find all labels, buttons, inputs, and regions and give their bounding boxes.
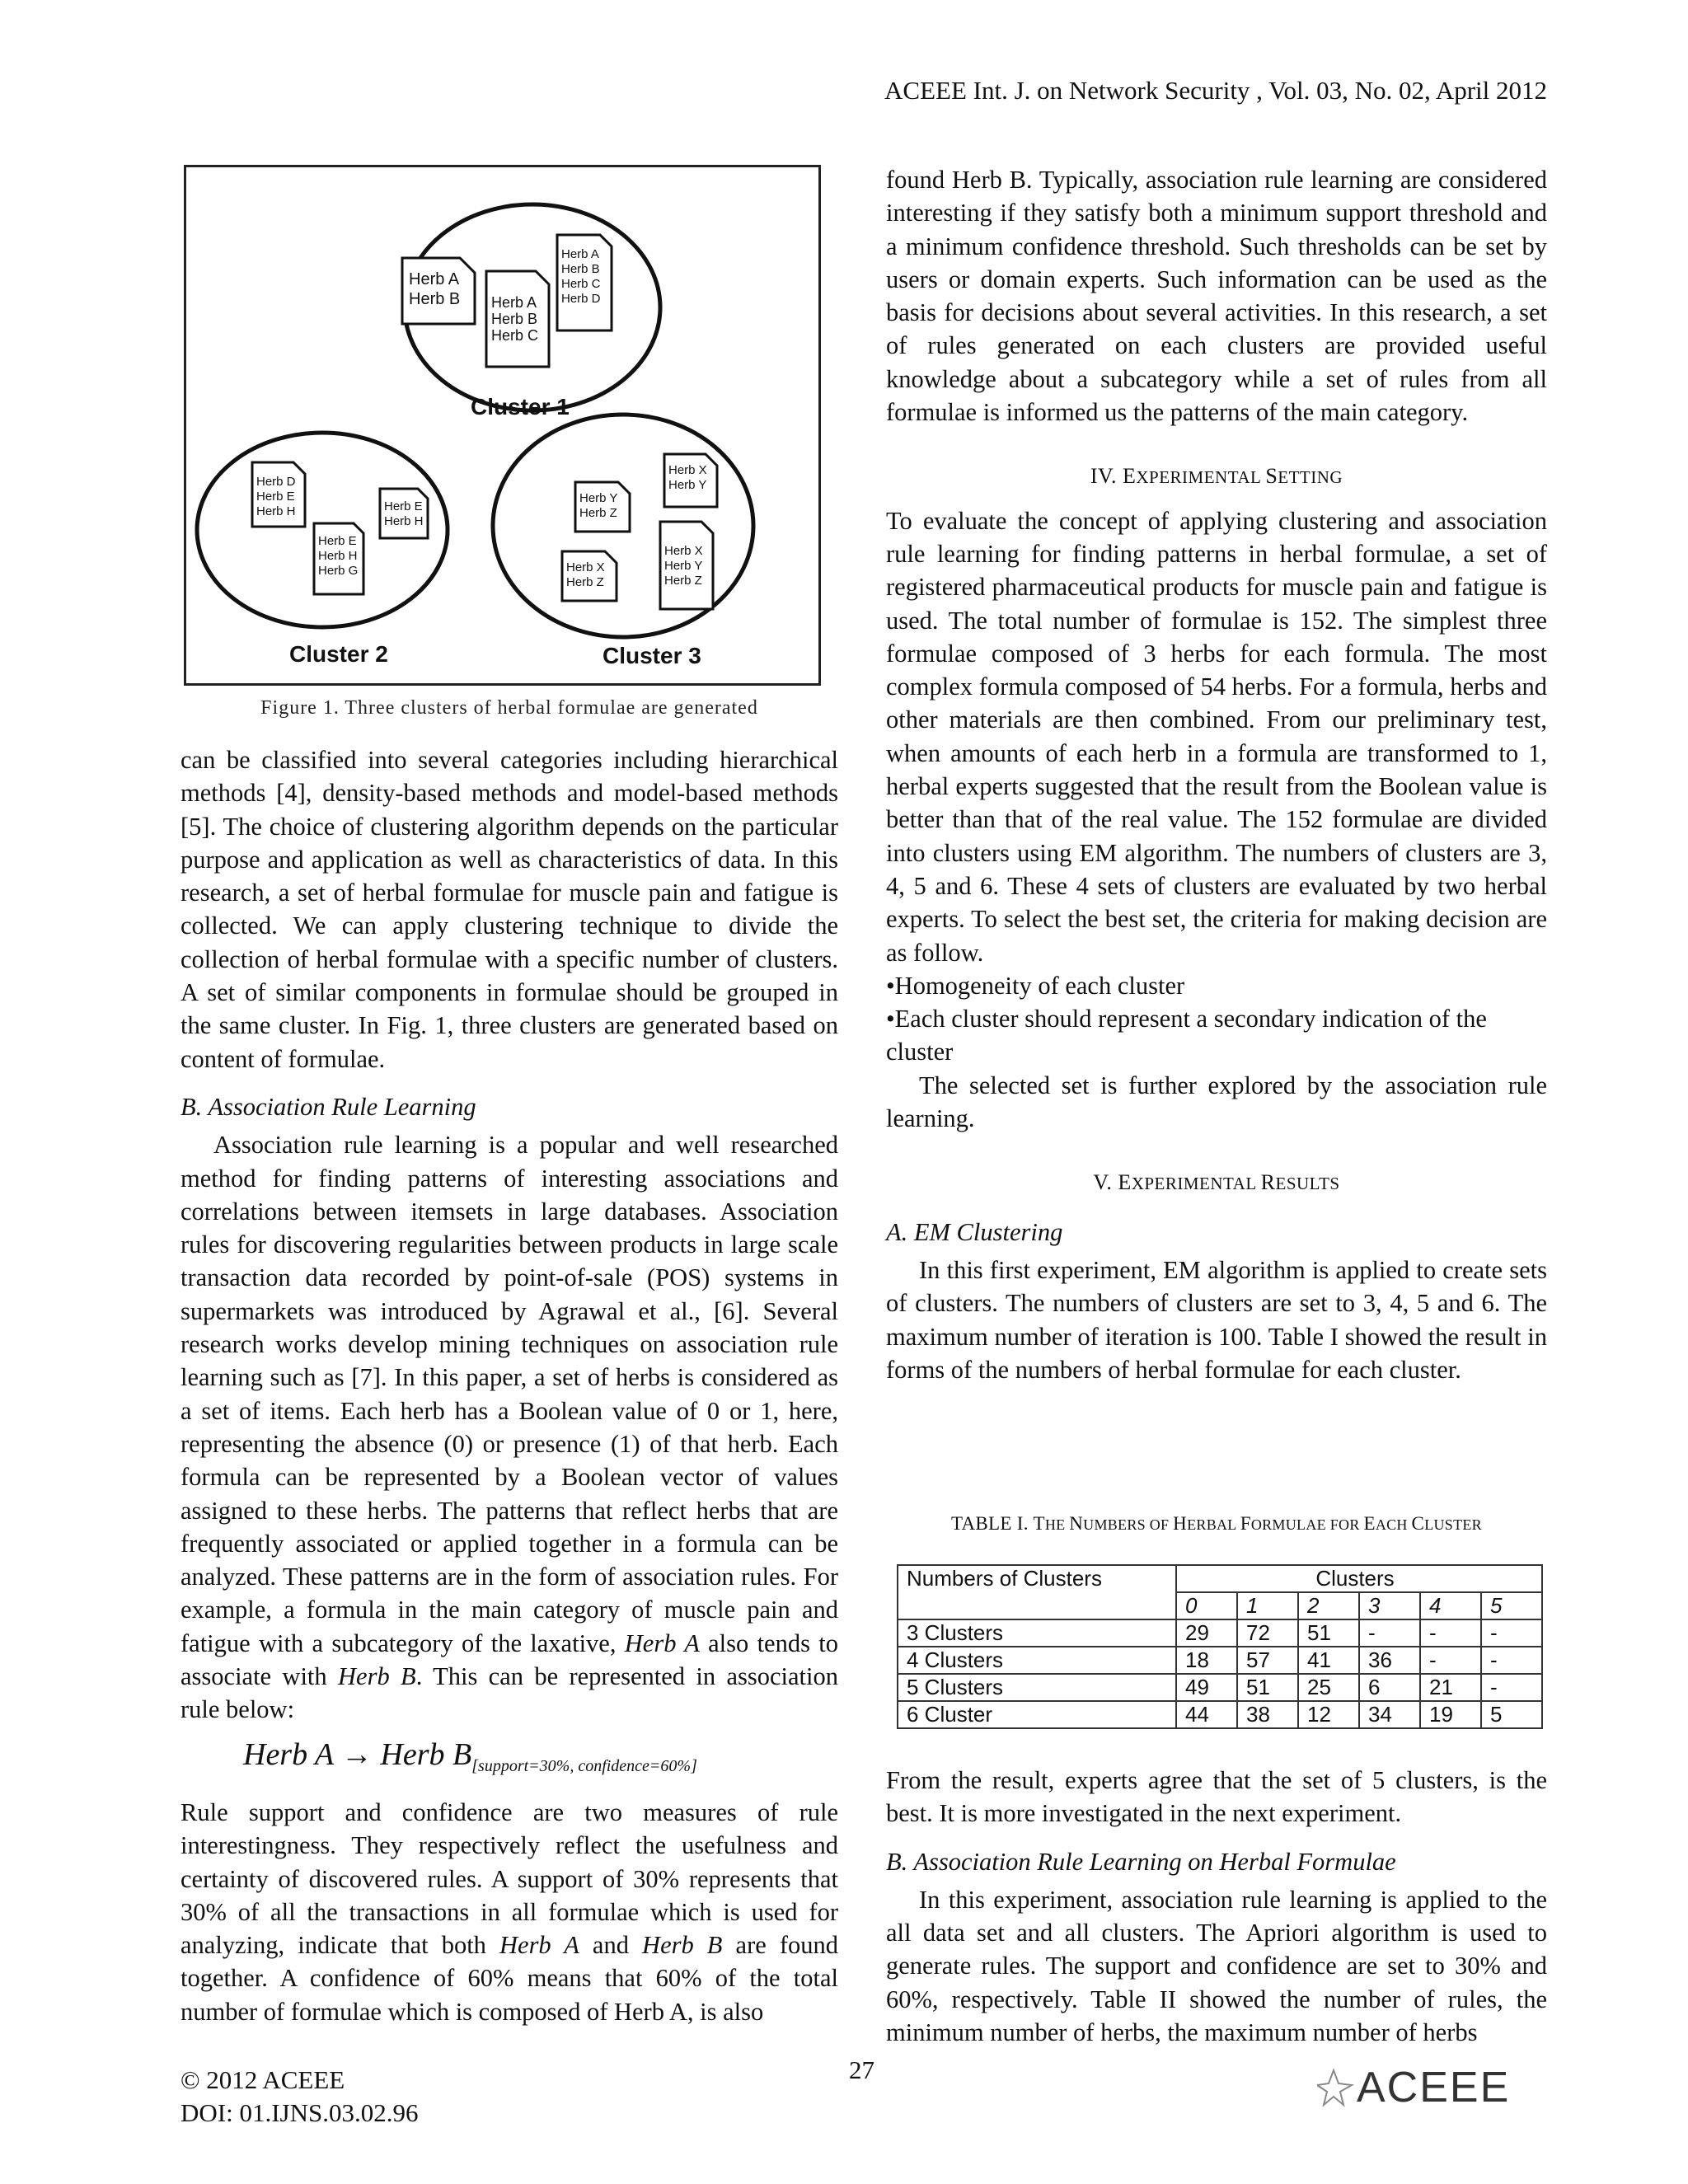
cluster-id: 5 [1481, 1592, 1542, 1619]
footer-left [181, 2064, 418, 2130]
table-row [898, 1619, 1542, 1647]
doc-line: Herb Y [664, 559, 703, 573]
cluster-id: 1 [1237, 1592, 1298, 1619]
table-caption: TABLE I. THE NUMBERS OF HERBAL FORMULAE FOR EACH CLUSTER [951, 1513, 1482, 1534]
doc-line: Herb H [384, 514, 424, 528]
cell: 6 [1359, 1674, 1420, 1701]
cell: 25 [1298, 1674, 1359, 1701]
doc-icon [562, 551, 617, 601]
doc-icon [660, 522, 713, 609]
doc-line: Herb Z [566, 575, 604, 589]
doc-line: Herb H [256, 504, 296, 518]
doc-line: Herb A [491, 294, 537, 311]
row-label: 6 Cluster [898, 1701, 1176, 1728]
paragraph: found Herb B. Typically, association rule learning are considered interesting if they satisfy both a minimum support threshold and a minimum confidence threshold. Such thresholds can be set by users or domain experts. Such information can be used as the basis for decisions about several activities. In this research, a set of rules generated on each clusters are provided useful knowledge about a subcategory while a set of rules from all formulae is informed us the patterns of the main category. [886, 166, 1547, 427]
doc-line: Herb B [561, 262, 600, 276]
cell: 44 [1176, 1701, 1237, 1728]
paragraph: In this experiment, association rule learning is applied to the all data set and all clusters. The Apriori algorithm is used to generate rules. The support and confidence are set to 30% and 60%, respectively. Table II showed the number of rules, the minimum number of herbs, the maximum number of herbs [886, 1885, 1547, 2047]
doc-icon [557, 235, 612, 330]
doc-icon [402, 258, 475, 324]
doc-icon [380, 489, 428, 538]
cell: 12 [1298, 1701, 1359, 1728]
cell: - [1359, 1619, 1420, 1647]
cell: 57 [1237, 1647, 1298, 1674]
cell: - [1481, 1674, 1542, 1701]
paragraph: From the result, experts agree that the set of 5 clusters, is the best. It is more investigated in the next experiment. [886, 1766, 1547, 1828]
cell: 51 [1237, 1674, 1298, 1701]
doc-line: Herb X [566, 560, 605, 574]
cluster-2-label: Cluster 2 [289, 641, 388, 667]
cell: 41 [1298, 1647, 1359, 1674]
association-rule-formula: Herb A → Herb $B_{[support=30\%, confidence=60\%]}$ [243, 1736, 697, 1775]
table-header-row [898, 1565, 1542, 1592]
doc-line: Herb G [318, 564, 359, 578]
doc-line: Herb A [409, 270, 460, 288]
doc-line: Herb C [491, 327, 539, 344]
doc-line: Herb E [384, 499, 423, 513]
section-heading-iv: IV. EXPERIMENTAL SETTING [1090, 464, 1343, 489]
right-column-continued [886, 1764, 1547, 2049]
doc-line: Herb Y [668, 478, 707, 492]
cell: 29 [1176, 1619, 1237, 1647]
doc-line: Herb E [318, 534, 357, 548]
cluster-3-label: Cluster 3 [603, 643, 701, 668]
subsection-heading: B. Association Rule Learning on Herbal Formulae [886, 1847, 1396, 1876]
cell: 21 [1420, 1674, 1481, 1701]
row-label: 5 Clusters [898, 1674, 1176, 1701]
cell: - [1420, 1647, 1481, 1674]
cluster-id: 4 [1420, 1592, 1481, 1619]
section-heading-v: V. EXPERIMENTAL RESULTS [1093, 1170, 1340, 1195]
doc-icon [314, 523, 363, 594]
svg-text:ACEEE: ACEEE [1357, 2064, 1511, 2108]
row-label: 4 Clusters [898, 1647, 1176, 1674]
aceee-logo [1317, 2064, 1550, 2108]
doc-line: Herb D [561, 292, 601, 306]
cell: 36 [1359, 1647, 1420, 1674]
paragraph: To evaluate the concept of applying clustering and association rule learning for finding patterns in herbal formulae, a set of registered pharmaceutical products for muscle pain and fatigue is used. The total number of formulae is 152. The simplest three formulae composed of 3 herbs for each formula. The most complex formula composed of 54 herbs. For a formula, herbs and other materials are then combined. From our preliminary test, when amounts of each herb in a formula are transformed to 1, herbal experts suggested that the result from the Boolean value is better than that of the real value. The 152 formulae are divided into clusters using EM algorithm. The numbers of clusters are 3, 4, 5 and 6. These 4 sets of clusters are evaluated by two herbal experts. To select the best set, the criteria for making decision are as follow. [886, 506, 1547, 967]
cell: 18 [1176, 1647, 1237, 1674]
cell: 49 [1176, 1674, 1237, 1701]
page-number: 27 [849, 2055, 874, 2084]
doc-line: Herb H [318, 549, 358, 563]
doc-line: Herb X [668, 463, 707, 477]
figure-caption: Figure 1. Three clusters of herbal formulae are generated [260, 697, 758, 719]
cell: 19 [1420, 1701, 1481, 1728]
doc-line: Herb B [409, 290, 461, 308]
cell: 34 [1359, 1701, 1420, 1728]
doc-line: Herb Z [579, 506, 617, 520]
cluster-id: 3 [1359, 1592, 1420, 1619]
doc-line: Herb D [256, 475, 296, 489]
doc-line: Herb E [256, 490, 295, 504]
cluster-id: 0 [1176, 1592, 1237, 1619]
doc-icon [252, 462, 305, 527]
table-1 [897, 1564, 1543, 1729]
group-header: Clusters [1176, 1565, 1542, 1592]
cell: 72 [1237, 1619, 1298, 1647]
right-column [886, 163, 1547, 1386]
doc-icon [664, 454, 717, 507]
doc-line: Herb A [561, 247, 599, 261]
cluster-1-label: Cluster 1 [471, 394, 570, 419]
doc-line: Herb Z [664, 574, 702, 588]
cell: - [1481, 1647, 1542, 1674]
cell: 5 [1481, 1701, 1542, 1728]
paragraph: can be classified into several categories including hierarchical methods [4], density-based methods and model-based methods [5]. The choice of clustering algorithm depends on the particular purpose and application as well as characteristics of data. In this research, a set of herbal formulae for muscle pain and fatigue is collected. We can apply clustering technique to divide the collection of herbal formulae with a specific number of clusters. A set of similar components in formulae should be grouped in the same cluster. In Fig. 1, three clusters are generated based on content of formulae. [181, 746, 838, 1073]
cell: - [1481, 1619, 1542, 1647]
star-icon [1317, 2070, 1352, 2105]
table-row [898, 1647, 1542, 1674]
row-label: 3 Clusters [898, 1619, 1176, 1647]
subsection-heading: A. EM Clustering [886, 1217, 1063, 1246]
cell: 51 [1298, 1619, 1359, 1647]
cell: - [1420, 1619, 1481, 1647]
herb-a-term: Herb A [624, 1629, 700, 1657]
left-column [181, 743, 838, 2028]
table-row [898, 1701, 1542, 1728]
figure-1 [184, 165, 821, 686]
bullet-item: •Each cluster should represent a secondary indication of the cluster [886, 1005, 1487, 1066]
col-header: Numbers of Clusters [898, 1565, 1176, 1619]
subsection-heading: B. Association Rule Learning [181, 1092, 476, 1121]
paragraph: In this first experiment, EM algorithm is applied to create sets of clusters. The numbers of clusters are set to 3, 4, 5 and 6. The maximum number of iteration is 100. Table I showed the result in forms of the numbers of herbal formulae for each cluster. [886, 1255, 1547, 1384]
doc-icon [486, 271, 549, 367]
paragraph: Association rule learning is a popular and well researched method for finding patterns of interesting associations and correlations between itemsets in large databases. Association rules for discovering regularities between products in large scale transaction data recorded by point-of-sale (POS) systems in supermarkets was introduced by Agrawal et al., [6]. Several research works develop mining techniques on association rule learning such as [7]. In this paper, a set of herbs is considered as a set of items. Each herb has a Boolean value of 0 or 1, here, representing the absence (0) or presence (1) of that herb. Each formula can be represented by a Boolean vector of values assigned to these herbs. The patterns that reflect herbs that are frequently associated or applied together in a formula can be analyzed. These patterns are in the form of association rules. For example, a formula in the main category of muscle pain and fatigue with a subcategory of the laxative, Herb A also tends to associate with Herb B. This can be represented in association rule below: [181, 1131, 838, 1724]
doi: DOI: 01.IJNS.03.02.96 [181, 2098, 419, 2127]
doc-line: Herb B [491, 311, 538, 327]
doc-line: Herb C [561, 277, 601, 291]
cell: 38 [1237, 1701, 1298, 1728]
doc-icon [575, 482, 630, 532]
herb-b-term: Herb B [338, 1662, 416, 1691]
doc-line: Herb Y [579, 491, 618, 505]
bullet-item: •Homogeneity of each cluster [886, 971, 1185, 1000]
doc-line: Herb X [664, 544, 703, 558]
copyright: © 2012 ACEEE [181, 2065, 345, 2094]
running-header: ACEEE Int. J. on Network Security , Vol. 03, No. 02, April 2012 [884, 76, 1547, 105]
paragraph: Rule support and confidence are two measures of rule interestingness. They respectively reflect the usefulness and certainty of discovered rules. A support of 30% represents that 30% of all the transactions in all formulae which is used for analyzing, indicate that both Herb A and Herb B are found together. A confidence of 60% means that 60% of the total number of formulae which is composed of Herb A, is also [181, 1797, 838, 2026]
cluster-id: 2 [1298, 1592, 1359, 1619]
paragraph: The selected set is further explored by the association rule learning. [886, 1071, 1547, 1133]
table-row [898, 1674, 1542, 1701]
